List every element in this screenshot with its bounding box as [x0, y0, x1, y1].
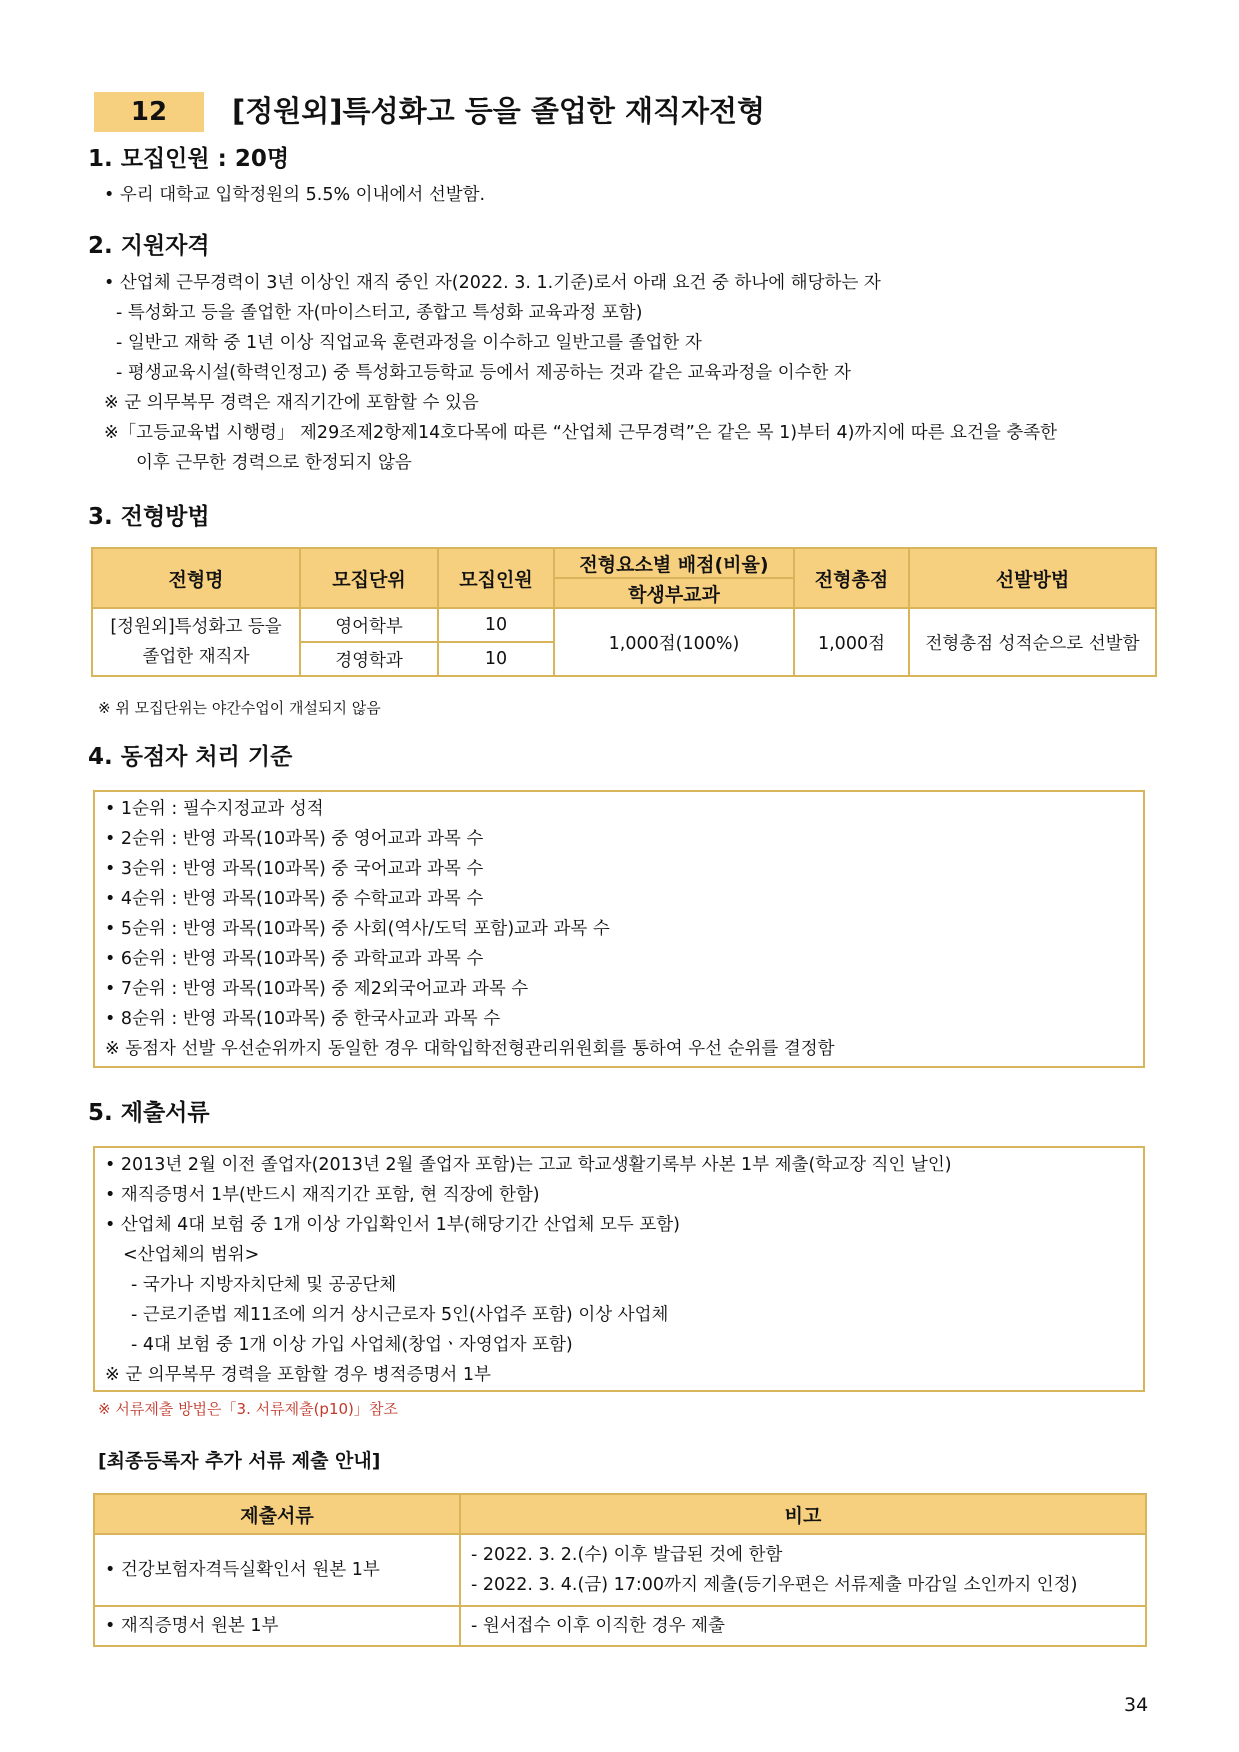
- tiebreak-item: • 3순위 : 반영 과목(10과목) 중 국어교과 과목 수: [105, 859, 484, 879]
- header-name: 전형명: [92, 548, 300, 608]
- section2-note-continued: 이후 근무한 경력으로 한정되지 않음: [136, 453, 412, 473]
- header-remark: 비고: [460, 1494, 1146, 1534]
- section5-number: 5.: [88, 1100, 113, 1126]
- documents-box: [93, 1146, 1145, 1392]
- section1-heading: [88, 142, 297, 176]
- submission-method-note: ※ 서류제출 방법은「3. 서류제출(p10)」참조: [98, 1400, 398, 1418]
- table-cell-document: • 재직증명서 원본 1부: [94, 1606, 460, 1646]
- section4-heading: [88, 740, 300, 774]
- industry-scope-item: - 근로기준법 제11조에 의거 상시근로자 5인(사업주 포함) 이상 사업체: [131, 1305, 669, 1325]
- section2-number: 2.: [88, 233, 113, 259]
- document-item: • 2013년 2월 이전 졸업자(2013년 2월 졸업자 포함)는 고교 학교생활기록부 사본 1부 제출(학교장 직인 날인): [105, 1155, 952, 1175]
- table-cell-count: 10: [438, 642, 554, 676]
- document-item: • 재직증명서 1부(반드시 재직기간 포함, 현 직장에 한함): [105, 1185, 540, 1205]
- header-total: 전형총점: [794, 548, 909, 608]
- section2-line: - 일반고 재학 중 1년 이상 직업교육 훈련과정을 이수하고 일반고를 졸업한 자: [116, 333, 702, 353]
- remark-line: - 원서접수 이후 이직한 경우 제출: [471, 1616, 725, 1636]
- final-documents-table: [93, 1493, 1147, 1647]
- table-cell-remark: [460, 1534, 1146, 1606]
- table-cell-unit: 경영학과: [300, 642, 438, 676]
- section2-heading: [88, 229, 218, 263]
- table-cell-count: 10: [438, 608, 554, 642]
- section3-title: 전형방법: [120, 504, 210, 530]
- tiebreak-item: • 1순위 : 필수지정교과 성적: [105, 799, 324, 819]
- page-number: 34: [1124, 1694, 1149, 1716]
- industry-scope-item: - 국가나 지방자치단체 및 공공단체: [131, 1275, 397, 1295]
- tiebreak-item: • 2순위 : 반영 과목(10과목) 중 영어교과 과목 수: [105, 829, 484, 849]
- table-cell-element: 1,000점(100%): [554, 608, 794, 676]
- section3-note: ※ 위 모집단위는 야간수업이 개설되지 않음: [98, 699, 381, 717]
- section2-line: - 특성화고 등을 졸업한 자(마이스터고, 종합고 특성화 교육과정 포함): [116, 303, 643, 323]
- tiebreak-box: [93, 790, 1145, 1068]
- section5-heading: [88, 1096, 218, 1130]
- section1-line: • 우리 대학교 입학정원의 5.5% 이내에서 선발함.: [104, 185, 486, 205]
- header-element: 전형요소별 배점(비율): [554, 548, 794, 578]
- section3-heading: [88, 500, 218, 534]
- section-number-badge: 12: [94, 92, 204, 132]
- section2-line: • 산업체 근무경력이 3년 이상인 재직 중인 자(2022. 3. 1.기준)로서 아래 요건 중 하나에 해당하는 자: [104, 273, 881, 293]
- table-cell-method: 전형총점 성적순으로 선발함: [909, 608, 1156, 676]
- industry-scope-heading: <산업체의 범위>: [123, 1245, 260, 1265]
- section4-title: 동점자 처리 기준: [120, 744, 293, 770]
- tiebreak-item: • 8순위 : 반영 과목(10과목) 중 한국사교과 과목 수: [105, 1009, 501, 1029]
- documents-note: ※ 군 의무복무 경력을 포함할 경우 병적증명서 1부: [105, 1365, 491, 1385]
- table-cell-remark: [460, 1606, 1146, 1646]
- tiebreak-item: • 4순위 : 반영 과목(10과목) 중 수학교과 과목 수: [105, 889, 484, 909]
- industry-scope-item: - 4대 보험 중 1개 이상 가입 사업체(창업ㆍ자영업자 포함): [131, 1335, 573, 1355]
- section2-title: 지원자격: [120, 233, 210, 259]
- table-cell-document: • 건강보험자격득실확인서 원본 1부: [94, 1534, 460, 1606]
- final-registrant-heading: [최종등록자 추가 서류 제출 안내]: [98, 1450, 381, 1472]
- tiebreak-note: ※ 동점자 선발 우선순위까지 동일한 경우 대학입학전형관리위원회를 통하여 우선 순위를 결정함: [105, 1039, 835, 1059]
- table-cell-total: 1,000점: [794, 608, 909, 676]
- tiebreak-item: • 7순위 : 반영 과목(10과목) 중 제2외국어교과 과목 수: [105, 979, 529, 999]
- section1-title: 모집인원 : 20명: [120, 146, 290, 172]
- table-cell-name: [92, 608, 300, 676]
- header-unit: 모집단위: [300, 548, 438, 608]
- section2-note: ※「고등교육법 시행령」 제29조제2항제14호다목에 따른 “산업체 근무경력”은 같은 목 1)부터 4)까지에 따른 요건을 충족한: [104, 423, 1058, 443]
- remark-line: - 2022. 3. 4.(금) 17:00까지 제출(등기우편은 서류제출 마감일 소인까지 인정): [471, 1575, 1078, 1595]
- header-element-sub: 학생부교과: [554, 578, 794, 608]
- table-cell-unit: 영어학부: [300, 608, 438, 642]
- admission-method-table: [91, 547, 1157, 677]
- header-method: 선발방법: [909, 548, 1156, 608]
- page-title: [정원외]특성화고 등을 졸업한 재직자전형: [232, 94, 766, 128]
- section4-number: 4.: [88, 744, 113, 770]
- section3-number: 3.: [88, 504, 113, 530]
- name-line: [정원외]특성화고 등을: [110, 617, 282, 637]
- section2-line: - 평생교육시설(학력인정고) 중 특성화고등학교 등에서 제공하는 것과 같은 교육과정을 이수한 자: [116, 363, 851, 383]
- name-line: 졸업한 재직자: [142, 647, 250, 667]
- document-item: • 산업체 4대 보험 중 1개 이상 가입확인서 1부(해당기간 산업체 모두 포함): [105, 1215, 681, 1235]
- tiebreak-item: • 6순위 : 반영 과목(10과목) 중 과학교과 과목 수: [105, 949, 484, 969]
- section1-number: 1.: [88, 146, 113, 172]
- section2-note: ※ 군 의무복무 경력은 재직기간에 포함할 수 있음: [104, 393, 479, 413]
- header-document: 제출서류: [94, 1494, 460, 1534]
- header-count: 모집인원: [438, 548, 554, 608]
- section5-title: 제출서류: [120, 1100, 210, 1126]
- remark-line: - 2022. 3. 2.(수) 이후 발급된 것에 한함: [471, 1545, 783, 1565]
- tiebreak-item: • 5순위 : 반영 과목(10과목) 중 사회(역사/도덕 포함)교과 과목 수: [105, 919, 610, 939]
